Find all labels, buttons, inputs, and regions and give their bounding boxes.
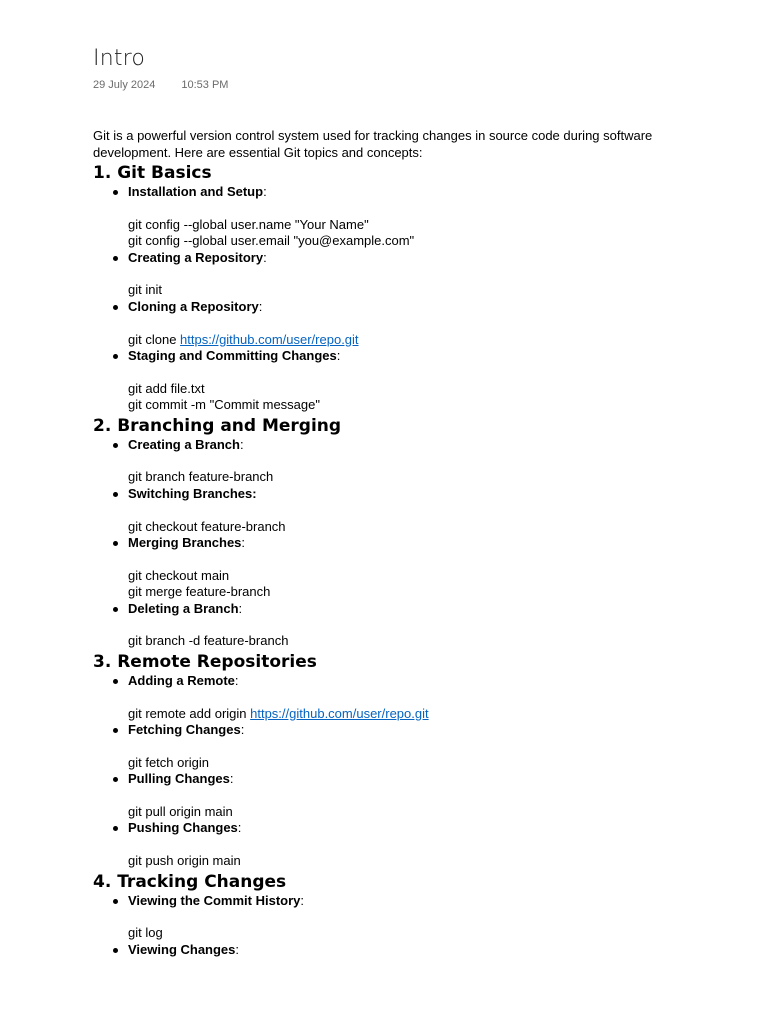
page-title[interactable]: Intro (93, 46, 146, 71)
command-text: git push origin main (128, 853, 241, 869)
note-time: 10:53 PM (181, 79, 229, 91)
note-page (93, 44, 733, 958)
list-item (93, 437, 733, 486)
command-block (128, 804, 733, 820)
command-block (128, 568, 733, 601)
section-heading: 4. Tracking Changes (93, 871, 287, 892)
list-item (93, 820, 733, 869)
item-label: Pulling Changes (128, 771, 230, 787)
bullet-icon (113, 305, 118, 310)
bullet-list (93, 893, 733, 959)
command-line (128, 217, 733, 233)
item-label: Viewing Changes (128, 941, 236, 957)
command-line (128, 332, 733, 348)
item-label-suffix: : (239, 436, 244, 452)
item-label: Merging Branches (128, 535, 242, 551)
command-line (128, 925, 733, 941)
bullet-list (93, 437, 733, 650)
list-item (93, 893, 733, 942)
command-block (128, 519, 733, 535)
list-item (93, 771, 733, 820)
list-item (93, 535, 733, 601)
command-line (128, 397, 733, 413)
item-label-suffix: : (336, 348, 341, 364)
command-block (128, 925, 733, 941)
command-text: git branch -d feature-branch (128, 633, 289, 649)
command-block (128, 282, 733, 298)
note-body[interactable] (93, 162, 733, 958)
bullet-icon (113, 826, 118, 831)
intro-paragraph[interactable]: Git is a powerful version control system used for tracking changes in source code during software development. Here are essential Git topics and concepts: (93, 128, 653, 160)
command-block (128, 853, 733, 869)
list-item (93, 486, 733, 535)
list-item (93, 601, 733, 650)
item-label-suffix: : (263, 184, 267, 199)
item-label-suffix: : (234, 672, 239, 688)
list-item (93, 722, 733, 771)
item-label-suffix: : (235, 941, 240, 957)
section-heading: 3. Remote Repositories (93, 651, 317, 672)
command-line (128, 804, 733, 820)
item-label: Deleting a Branch (128, 600, 239, 616)
item-label-suffix: : (263, 249, 267, 265)
command-line (128, 584, 733, 600)
item-label: Creating a Branch (128, 436, 240, 452)
command-text: git add file.txt (128, 380, 205, 396)
command-text: git checkout feature-branch (128, 518, 286, 534)
item-label-suffix: : (258, 298, 263, 314)
command-text: git commit -m "Commit message" (128, 397, 320, 413)
item-label-suffix: : (300, 892, 305, 908)
bullet-icon (113, 354, 118, 359)
item-label: Viewing the Commit History (128, 892, 301, 908)
note-date: 29 July 2024 (93, 79, 156, 91)
item-label: Switching Branches: (128, 485, 257, 501)
command-line (128, 519, 733, 535)
list-item (93, 348, 733, 414)
command-text: git log (128, 925, 163, 941)
section-heading: 1. Git Basics (93, 163, 212, 183)
bullet-icon (113, 899, 118, 904)
command-text: git pull origin main (128, 804, 233, 820)
list-item (93, 299, 733, 348)
section-heading: 2. Branching and Merging (93, 415, 342, 436)
command-line (128, 568, 733, 584)
command-block (128, 633, 733, 649)
command-block (128, 469, 733, 485)
command-text: git checkout main (128, 567, 230, 583)
bullet-icon (113, 443, 118, 448)
command-line (128, 282, 733, 298)
bullet-icon (113, 728, 118, 733)
repo-link[interactable]: https://github.com/user/repo.git (180, 331, 359, 347)
bullet-icon (113, 679, 118, 684)
command-line (128, 633, 733, 649)
list-item (93, 250, 733, 299)
item-label: Adding a Remote (128, 672, 235, 688)
command-text: git branch feature-branch (128, 469, 274, 485)
bullet-icon (113, 607, 118, 612)
item-label: Creating a Repository (128, 249, 264, 265)
note-meta (93, 77, 733, 93)
item-label: Pushing Changes (128, 820, 238, 836)
item-label-suffix: : (237, 820, 242, 836)
item-label: Cloning a Repository (128, 298, 259, 314)
command-text: git config --global user.email "you@example.com" (128, 233, 415, 249)
command-block (128, 217, 733, 250)
repo-link[interactable]: https://github.com/user/repo.git (250, 705, 429, 721)
item-label: Installation and Setup (128, 184, 264, 199)
command-line (128, 755, 733, 771)
bullet-icon (113, 948, 118, 953)
command-text: git remote add origin (128, 705, 251, 721)
command-line (128, 233, 733, 249)
command-block (128, 381, 733, 414)
bullet-icon (113, 256, 118, 261)
bullet-list (93, 673, 733, 870)
command-text: git fetch origin (128, 754, 209, 770)
command-block (128, 332, 733, 348)
item-label-suffix: : (229, 771, 234, 787)
bullet-icon (113, 492, 118, 497)
command-line (128, 853, 733, 869)
command-line (128, 381, 733, 397)
item-label: Fetching Changes (128, 722, 241, 738)
item-label-suffix: : (240, 722, 245, 738)
command-block (128, 755, 733, 771)
command-text: git merge feature-branch (128, 584, 271, 600)
item-label-suffix: : (241, 535, 246, 551)
command-line (128, 469, 733, 485)
command-line (128, 706, 733, 722)
command-block (128, 706, 733, 722)
bullet-list (93, 184, 733, 414)
command-text: git init (128, 282, 162, 298)
bullet-icon (113, 777, 118, 782)
list-item (93, 673, 733, 722)
item-label-suffix: : (238, 600, 243, 616)
command-text: git config --global user.name "Your Name" (128, 216, 369, 232)
item-label: Staging and Committing Changes (128, 348, 337, 364)
command-text: git clone (128, 331, 181, 347)
list-item (93, 942, 733, 958)
list-item (93, 184, 733, 250)
bullet-icon (113, 541, 118, 546)
bullet-icon (113, 190, 118, 195)
